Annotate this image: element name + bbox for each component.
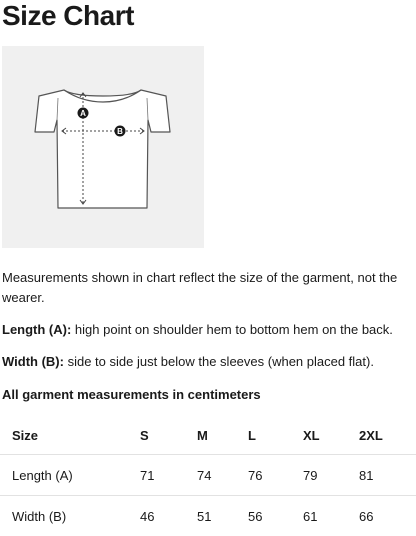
table-header-row <box>0 416 416 455</box>
length-text: high point on shoulder hem to bottom hem on the back. <box>71 322 393 337</box>
table-cell: 46 <box>140 496 197 536</box>
table-cell: 79 <box>303 455 359 496</box>
length-definition <box>2 320 414 340</box>
tshirt-measurement-diagram <box>2 46 204 248</box>
width-text: side to side just below the sleeves (when placed flat). <box>64 354 374 369</box>
table-cell: 56 <box>248 496 303 536</box>
table-row <box>0 496 416 536</box>
size-table <box>0 416 416 536</box>
measurement-note: Measurements shown in chart reflect the size of the garment, not the wearer. <box>2 268 414 308</box>
width-definition <box>2 352 414 372</box>
units-note: All garment measurements in centimeters <box>2 385 414 405</box>
table-cell: 71 <box>140 455 197 496</box>
length-label: Length (A): <box>2 322 71 337</box>
table-row <box>0 455 416 496</box>
marker-b-label: B <box>117 127 123 136</box>
table-cell: 76 <box>248 455 303 496</box>
table-cell: 66 <box>359 496 416 536</box>
header-cell: L <box>248 416 303 455</box>
row-label: Width (B) <box>0 496 140 536</box>
header-cell: XL <box>303 416 359 455</box>
row-label: Length (A) <box>0 455 140 496</box>
page-title: Size Chart <box>2 0 134 32</box>
table-cell: 61 <box>303 496 359 536</box>
header-cell: 2XL <box>359 416 416 455</box>
table-cell: 81 <box>359 455 416 496</box>
width-label: Width (B): <box>2 354 64 369</box>
header-cell: M <box>197 416 248 455</box>
header-cell: S <box>140 416 197 455</box>
table-cell: 51 <box>197 496 248 536</box>
header-cell: Size <box>0 416 140 455</box>
table-cell: 74 <box>197 455 248 496</box>
marker-a-label: A <box>80 109 86 118</box>
tshirt-illustration <box>2 46 204 248</box>
